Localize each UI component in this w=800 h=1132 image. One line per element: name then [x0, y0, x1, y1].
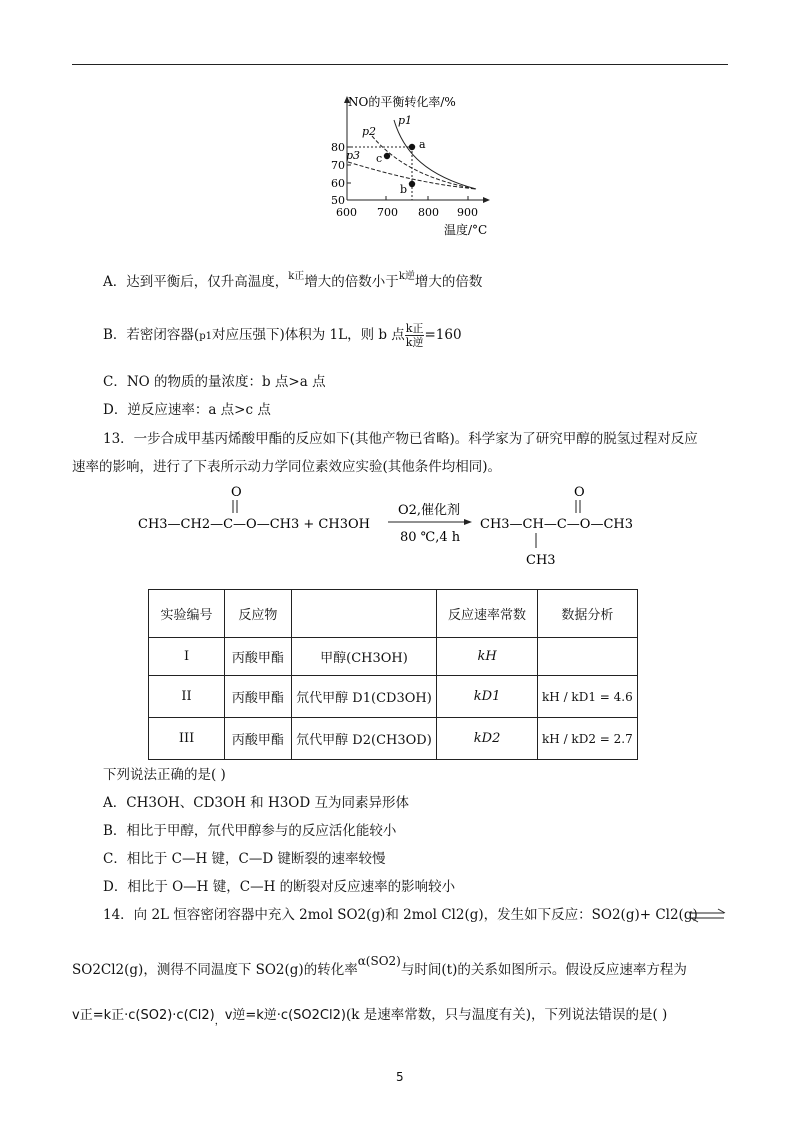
header-blank [291, 590, 437, 638]
page-number: 5 [396, 1070, 404, 1084]
graph-xlabel: 温度/°C [444, 223, 488, 237]
product-carbonyl-o: O [574, 485, 585, 500]
table-cell: 甲醇(CH3OH) [291, 638, 437, 676]
q12-option-b [103, 322, 462, 349]
arrow-under-text: 80 ℃,4 h [400, 530, 461, 545]
table-cell: 氘代甲醇 D2(CH3OD) [291, 718, 437, 760]
header-rate-const: 反应速率常数 [437, 590, 537, 638]
kinetics-table [148, 589, 638, 760]
point-label-c: c [376, 152, 383, 165]
q12-a-text-2: 增大的倍数小于 [304, 274, 399, 290]
q12-option-a [103, 268, 482, 291]
q12-a-k-forward: k正 [288, 271, 305, 282]
table-cell: 丙酸甲酯 [225, 638, 292, 676]
reactant-formula: CH3—CH2—C—O—CH3 + CH3OH [138, 517, 370, 532]
table-cell: I [149, 638, 225, 676]
table-cell: III [149, 718, 225, 760]
point-label-b: b [400, 183, 408, 196]
q14-line3-text: (k 是速率常数，只与温度有关)，下列说法错误的是( ) [345, 1007, 668, 1023]
q13-question: 下列说法正确的是( ) [103, 767, 226, 783]
q12-b-numerator: k正 [405, 322, 424, 335]
point-a-marker [409, 144, 415, 150]
table-cell: kD2 [437, 718, 537, 760]
xtick-700: 700 [377, 206, 398, 219]
q12-b-pressure: p1 [199, 331, 212, 342]
q12-a-k-reverse: k逆 [398, 271, 415, 282]
point-label-a: a [419, 138, 426, 151]
header-exp-no: 实验编号 [149, 590, 225, 638]
product-branch: CH3 [526, 553, 556, 568]
ytick-50: 50 [331, 194, 345, 207]
graph-ylabel: NO的平衡转化率/% [348, 95, 456, 109]
header-reactant: 反应物 [225, 590, 292, 638]
q12-a-text-1: A．达到平衡后，仅升高温度， [103, 274, 289, 290]
q14-forward-rate: v正=k正·c(SO2)·c(Cl2) [72, 1008, 215, 1023]
table-cell: 氘代甲醇 D1(CD3OH) [291, 676, 437, 718]
xtick-900: 900 [457, 206, 478, 219]
q12-a-text-3: 增大的倍数 [414, 274, 483, 290]
table-cell: kD1 [437, 676, 537, 718]
ytick-60: 60 [331, 177, 345, 190]
x-axis-arrow [483, 197, 490, 203]
curve-label-p1: p1 [398, 114, 413, 127]
ytick-70: 70 [331, 159, 345, 172]
q12-b-text-2: 对应压强下)体积为 1L，则 b 点 [211, 327, 405, 343]
q12-option-c: C．NO 的物质的量浓度：b 点>a 点 [103, 374, 326, 390]
table-cell: kH / kD2 = 2.7 [537, 718, 637, 760]
q12-b-denominator: k逆 [405, 336, 424, 349]
q13-option-a: A．CH3OH、CD3OH 和 H3OD 互为同素异形体 [103, 795, 409, 811]
table-cell: kH [437, 638, 537, 676]
q14-separator: ， [214, 1016, 225, 1027]
q14-line1: 14．向 2L 恒容密闭容器中充入 2mol SO2(g)和 2mol Cl2(g)，发生如下反应：SO2(g)+ Cl2(g) [103, 907, 698, 923]
header-rule [72, 64, 728, 65]
table-row [149, 638, 638, 676]
reaction-equation [130, 484, 670, 570]
equilibrium-arrow-icon [688, 908, 728, 924]
table-cell: 丙酸甲酯 [225, 718, 292, 760]
xtick-800: 800 [418, 206, 439, 219]
q14-reverse-rate: v逆=k逆·c(SO2Cl2) [224, 1008, 346, 1023]
table-cell: II [149, 676, 225, 718]
q12-option-d: D．逆反应速率：a 点>c 点 [103, 402, 271, 418]
q14-line2-text-2: 与时间(t)的关系如图所示。假设反应速率方程为 [400, 962, 687, 978]
q14-line2-text-1: SO2Cl2(g)，测得不同温度下 SO2(g)的转化率 [72, 962, 358, 978]
q14-line3 [72, 1006, 667, 1031]
product-formula: CH3—CH—C—O—CH3 [480, 517, 633, 532]
q13-option-d: D．相比于 O—H 键，C—H 的断裂对反应速率的影响较小 [103, 879, 456, 895]
header-analysis: 数据分析 [537, 590, 637, 638]
ytick-80: 80 [331, 141, 345, 154]
q12-b-text-3: =160 [424, 327, 462, 343]
q12-b-text-1: B．若密闭容器( [103, 327, 200, 343]
q13-option-b: B．相比于甲醇，氘代甲醇参与的反应活化能较小 [103, 823, 397, 839]
table-cell [537, 638, 637, 676]
conversion-graph [326, 92, 516, 238]
point-b-marker [409, 181, 415, 187]
arrow-over-text: O2,催化剂 [398, 503, 461, 518]
reactant-carbonyl-o: O [231, 485, 242, 500]
q14-line2 [72, 952, 687, 979]
curve-p1 [394, 120, 476, 189]
q13-intro-line2: 速率的影响，进行了下表所示动力学同位素效应实验(其他条件均相同)。 [72, 459, 502, 475]
curve-label-p3: p3 [346, 149, 361, 162]
point-c-marker [384, 153, 390, 159]
q13-intro-line1: 13．一步合成甲基丙烯酸甲酯的反应如下(其他产物已省略)。科学家为了研究甲醇的脱氢过程对反应 [103, 431, 698, 447]
xtick-600: 600 [336, 206, 357, 219]
table-row [149, 718, 638, 760]
table-cell: 丙酸甲酯 [225, 676, 292, 718]
curve-label-p2: p2 [362, 125, 377, 138]
q14-alpha: α(SO2) [357, 954, 401, 968]
x-ticks [386, 196, 468, 200]
table-row [149, 676, 638, 718]
q13-option-c: C．相比于 C—H 键，C—D 键断裂的速率较慢 [103, 851, 386, 867]
q12-b-fraction [405, 322, 425, 349]
table-cell: kH / kD1 = 4.6 [537, 676, 637, 718]
table-header-row [149, 590, 638, 638]
